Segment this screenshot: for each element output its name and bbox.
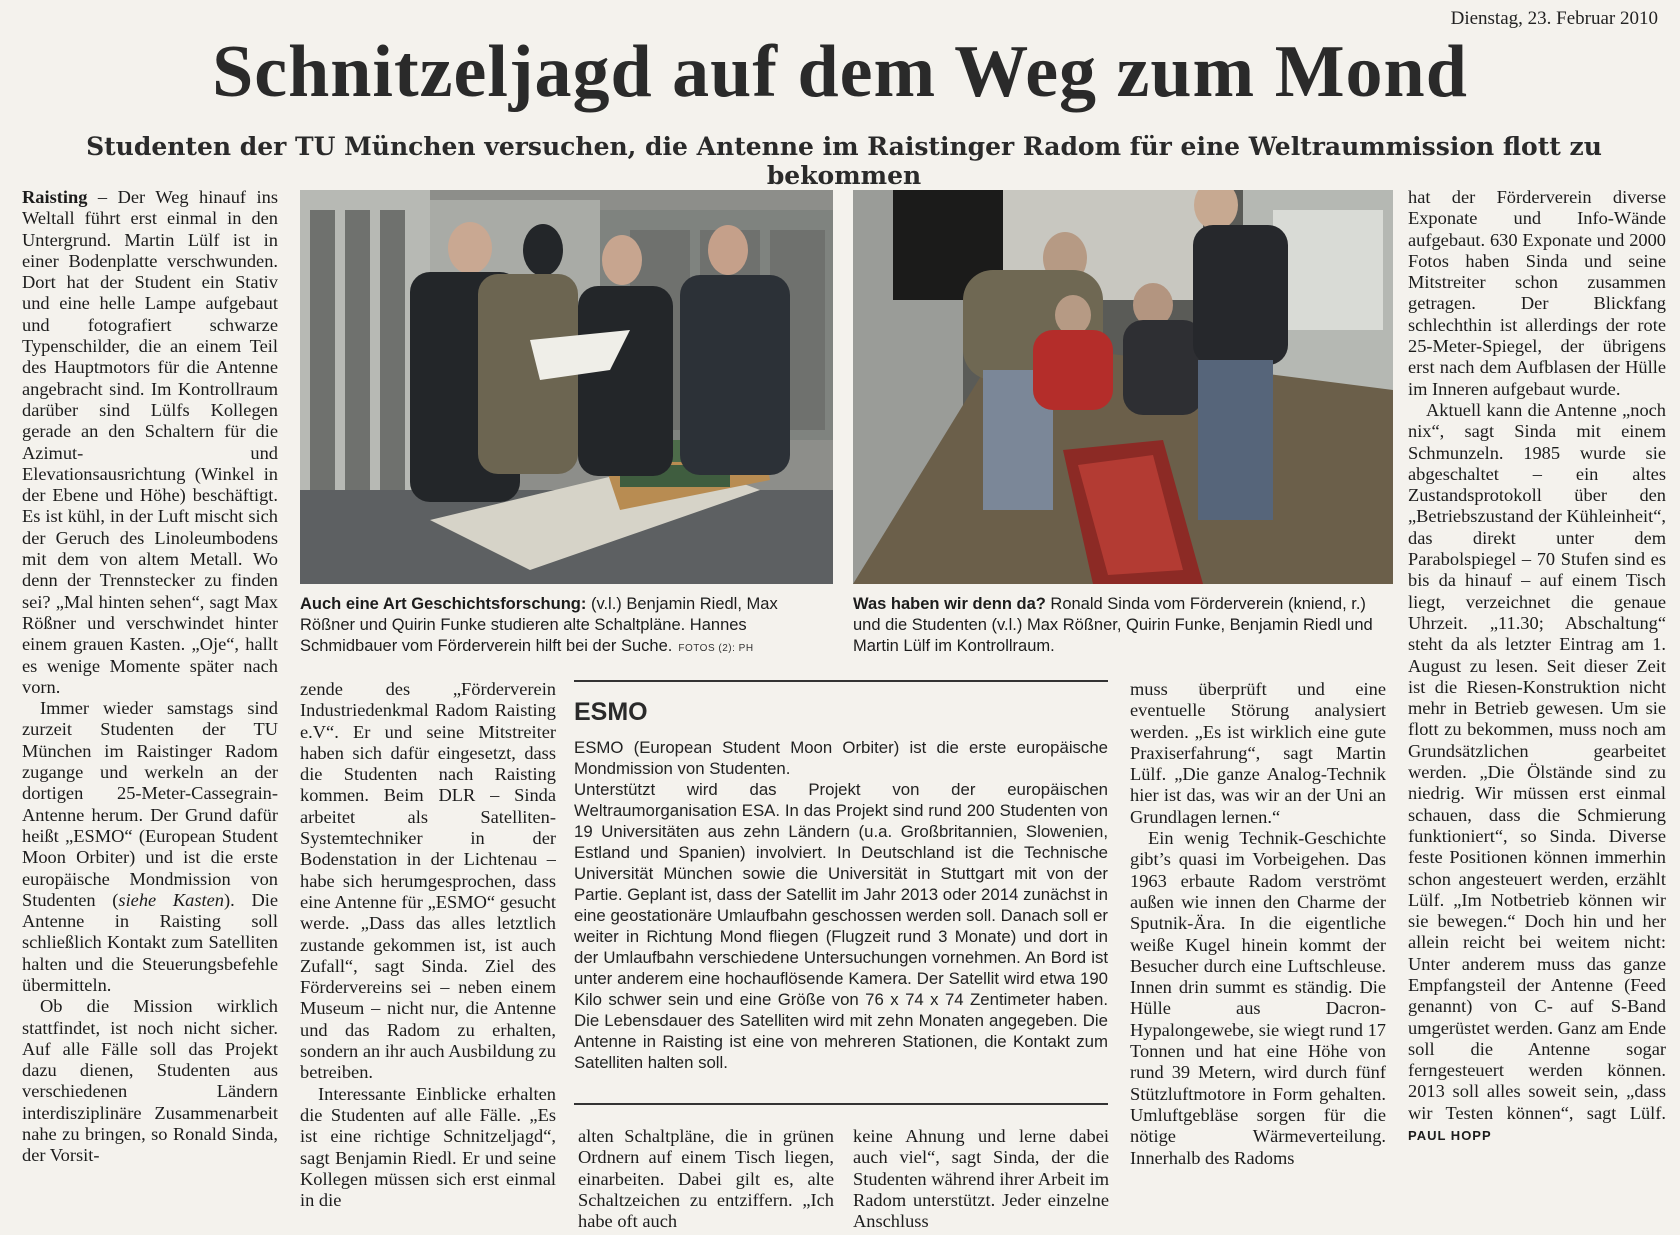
- photo-credit: FOTOS (2): PH: [678, 643, 754, 654]
- paragraph: keine Ahnung und lerne dabei auch viel“, sagt Sinda, der die Studenten während ihrer Arbeit im Radom unterstützt. Jeder einzelne Anschluss: [853, 1126, 1109, 1231]
- photo-caption-1: Auch eine Art Geschichtsforschung: (v.l.) Benjamin Riedl, Max Rößner und Quirin Funke studieren alte Schaltpläne. Hannes Schmidbauer vom Förderverein hilft bei der Suche. FOTOS (2): PH: [300, 595, 778, 655]
- paragraph: muss überprüft und eine eventuelle Störung analysiert werden. „Es ist wirklich eine gute Praxiserfahrung“, sagt Martin Lülf. „Die ganze Analog-Technik hier ist das, was wir an der Uni an Grundlagen lernen.“: [1130, 679, 1386, 827]
- author-byline: PAUL HOPP: [1408, 1128, 1492, 1144]
- info-box-esmo: [574, 680, 1108, 1105]
- paragraph: Immer wieder samstags sind zurzeit Studenten der TU München im Raistinger Radom zugange und werkeln an der dortigen 25-Meter-Cassegrain-Antenne herum. Der Grund dafür heißt „ESMO“ (European Student Moon Orbiter) und ist die erste europäische Mondmission von Studenten (siehe Kasten). Die Antenne in Raisting soll schließlich Kontakt zum Satelliten halten und die Steuerungsbefehle übermitteln.: [22, 698, 278, 995]
- article-column-1: [22, 187, 278, 1229]
- photo-students-schematics: [300, 190, 833, 584]
- publication-date: Dienstag, 23. Februar 2010: [1450, 8, 1658, 29]
- dateline: Raisting: [22, 187, 88, 207]
- paragraph: zende des „Förderverein Industriedenkmal Radom Raisting e.V“. Er und seine Mitstreiter haben sich dafür eingesetzt, dass die Studenten nach Raisting kommen. Beim DLR – Sinda arbeitet als Satelliten-Systemtechniker in der Bodenstation in der Lichtenau – habe sich herumgesprochen, dass eine Antenne für „ESMO“ gesucht werde. „Dass das alles letztlich zustande gekommen ist, ist auch Zufall“, sagt Sinda. Ziel des Fördervereins sei – neben einem Museum – nicht nur, die Antenne und das Radom zu erhalten, sondern an ihr auch Ausbildung zu betreiben.: [300, 679, 556, 1083]
- info-box-title: ESMO: [574, 698, 648, 726]
- photo-caption-2: Was haben wir denn da? Ronald Sinda vom Förderverein (kniend, r.) und die Studenten (v.l.) Max Rößner, Quirin Funke, Benjamin Riedl und Martin Lülf im Kontrollraum.: [853, 595, 1373, 655]
- subheadline: Studenten der TU München versuchen, die Antenne im Raistinger Radom für eine Weltraummission flott zu bekommen: [86, 132, 1602, 190]
- article-column-5: [1130, 679, 1386, 1229]
- photo-control-room: [853, 190, 1393, 584]
- paragraph: alten Schaltpläne, die in grünen Ordnern auf einem Tisch liegen, einarbeiten. Dabei gilt es, alte Schaltzeichen zu entziffern. „Ich habe oft auch: [578, 1126, 834, 1231]
- paragraph: Aktuell kann die Antenne „noch nix“, sagt Sinda mit einem Schmunzeln. 1985 wurde sie abgeschaltet – ein altes Zustandsprotokoll über den „Betriebszustand der Kühleinheit“, das direkt unter dem Parabolspiegel – 70 Stufen sind es bis da hinauf – auf einem Tisch liegt, verzeichnet die genaue Uhrzeit. „11.30; Abschaltung“ steht da als letzter Eintrag am 1. August zu lesen. Seit dieser Zeit ist die Riesen-Konstruktion nicht mehr in Betrieb gewesen. Um sie flott zu bekommen, muss noch am Grundsätzlichen gearbeitet werden. „Die Ölstände sind zu niedrig. Wir müssen erst einmal schauen, dass die Schmierung funktioniert“, so Sinda. Diverse feste Positionen können immerhin schon angesteuert werden, erzählt Lülf. „Im Notbetrieb können wir sie bewegen.“ Doch hin und her allein reicht bei weitem nicht: Unter anderem muss das ganze Empfangsteil der Antenne (Feed genannt) von C- auf S-Band umgerüstet werden. Ganz am Ende soll die Antenne sogar ferngesteuert werden können. 2013 soll alles soweit sein, „dass wir Testen können“, sagt Lülf. PAUL HOPP: [1408, 399, 1666, 1144]
- article-column-4: [853, 1126, 1109, 1231]
- article-column-6: [1408, 187, 1666, 1229]
- paragraph: Raisting – Der Weg hinauf ins Weltall führt erst einmal in den Untergrund. Martin Lülf ist in einer Bodenplatte verschwunden. Dort hat der Student ein Stativ und eine helle Lampe aufgebaut und fotografiert schwarze Typenschilder, die an einem Teil des Hauptmotors für die Antenne angebracht sind. Im Kontrollraum darüber sind Lülfs Kollegen gerade an den Schaltern für die Azimut- und Elevationsausrichtung (Winkel in der Ebene und Höhe) beschäftigt. Es ist kühl, in der Luft mischt sich der Geruch des Linoleumbodens mit dem von altem Metall. Wo denn der Trennstecker zu finden sei? „Mal hinten sehen“, sagt Max Rößner und verschwindet hinter einem grauen Kasten. „Oje“, hallt es wenige Momente später nach vorn.: [22, 187, 278, 697]
- paragraph: Ein wenig Technik-Geschichte gibt’s quasi im Vorbeigehen. Das 1963 erbaute Radom verströmt außen wie innen den Charme der Sputnik-Ära. In die eigentliche weiße Kugel hinein kommt der Besucher durch eine Luftschleuse. Innen drin summt es ständig. Die Hülle aus Dacron-Hypalongewebe, sie wiegt rund 17 Tonnen und hat eine Höhe von rund 39 Metern, wird durch fünf Stützluftmotore in Form gehalten. Umluftgebläse sorgen für die nötige Wärmeverteilung. Innerhalb des Radoms: [1130, 828, 1386, 1168]
- article-column-2: [300, 679, 556, 1229]
- paragraph: Interessante Einblicke erhalten die Studenten auf alle Fälle. „Es ist eine richtige Schnitzeljagd“, sagt Benjamin Riedl. Er und seine Kollegen müssen sich erst einmal in die: [300, 1083, 556, 1211]
- headline: Schnitzeljagd auf dem Weg zum Mond: [212, 31, 1468, 113]
- paragraph: Ob die Mission wirklich stattfindet, ist noch nicht sicher. Auf alle Fälle soll das Projekt dazu dienen, Studenten aus verschiedenen Ländern interdisziplinäre Zusammenarbeit nahe zu bringen, so Ronald Sinda, der Vorsit-: [22, 996, 278, 1166]
- paragraph: hat der Förderverein diverse Exponate und Info-Wände aufgebaut. 630 Exponate und 2000 Fotos haben Sinda und seine Mitstreiter schon zusammen getragen. Der Blickfang schlechthin ist allerdings der rote 25-Meter-Spiegel, der übrigens erst nach dem Aufblasen der Hülle im Inneren aufgebaut wurde.: [1408, 187, 1666, 399]
- article-column-3: [578, 1126, 834, 1231]
- info-box-text: ESMO (European Student Moon Orbiter) ist die erste europäische Mondmission von Studenten. Unterstützt wird das Projekt von der europäischen Weltraumorganisation ESA. In das Projekt sind rund 200 Studenten von 19 Universitäten aus zehn Ländern (u.a. Großbritannien, Slowenien, Estland und Spanien) involviert. In Deutschland ist die Technische Universität München sowie die Universität in Stuttgart mit von der Partie. Geplant ist, dass der Satellit im Jahr 2013 oder 2014 zunächst in eine geostationäre Umlaufbahn geschossen werden soll. Danach soll er weiter in Richtung Mond fliegen (Flugzeit rund 3 Monate) und dort in der Umlaufbahn verschiedene Untersuchungen vornehmen. An Bord ist unter anderem eine hochauflösende Kamera. Der Satellit wird etwa 190 Kilo schwer sein und eine Größe von 76 x 74 x 74 Zentimeter haben. Die Lebensdauer des Satelliten wird mit zehn Monaten angegeben. Die Antenne in Raisting ist eine von mehreren Stationen, die Kontakt zum Satelliten halten soll.: [574, 738, 1108, 1072]
